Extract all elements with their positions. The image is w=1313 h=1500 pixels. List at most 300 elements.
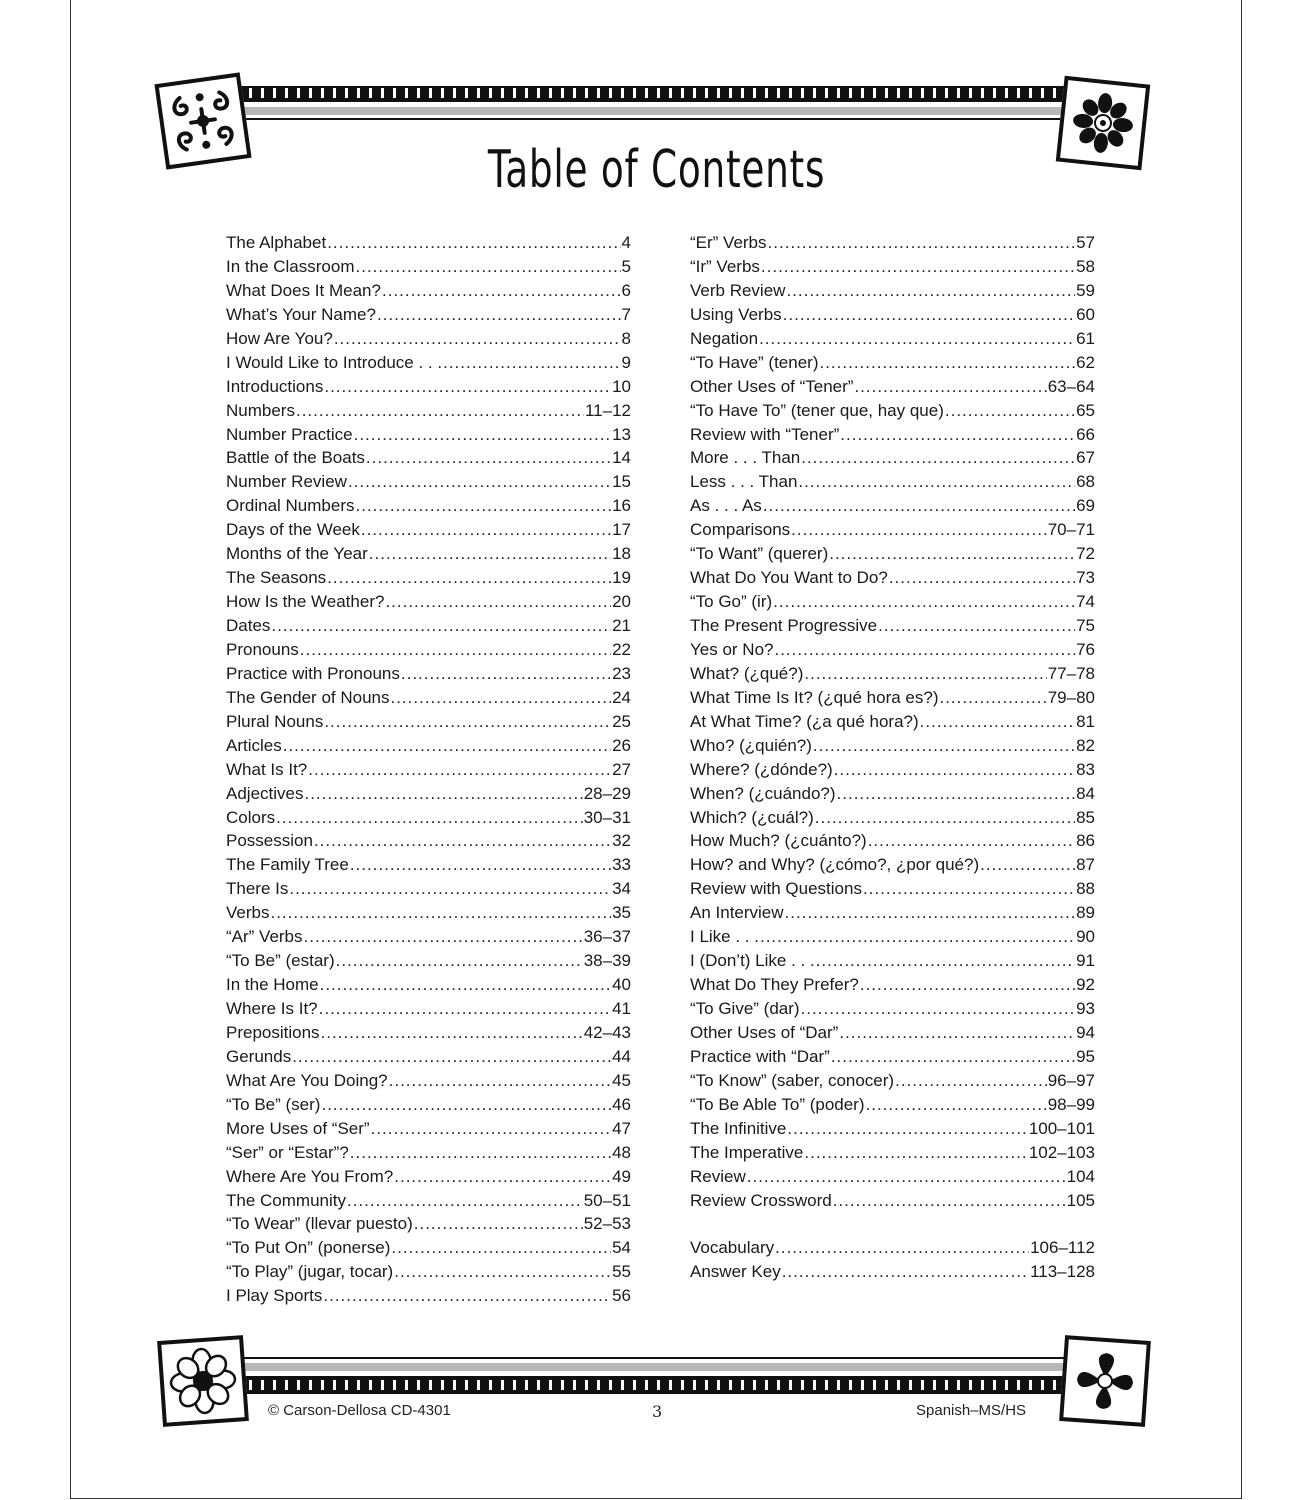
toc-entry-title: Review Crossword — [690, 1190, 832, 1210]
toc-entry — [690, 1021, 1095, 1045]
toc-entry-title: I Would Like to Introduce . . . — [226, 352, 443, 372]
toc-entry-title: Practice with “Dar” — [690, 1046, 830, 1066]
toc-entry-title: Months of the Year — [226, 544, 368, 564]
toc-entry-page: 26 — [612, 735, 631, 755]
toc-entry — [690, 279, 1095, 303]
toc-entry-title: The Imperative — [690, 1142, 804, 1162]
toc-entry-title: I (Don’t) Like . . . — [690, 951, 815, 971]
toc-entry-page: 63–64 — [1047, 376, 1095, 396]
toc-entry-page: 42–43 — [583, 1022, 631, 1042]
dot-leader — [945, 399, 1075, 423]
toc-entry — [226, 1021, 631, 1045]
dot-leader — [773, 590, 1075, 614]
toc-entry-title: What Are You Doing? — [226, 1070, 388, 1090]
flower-outline-icon — [157, 1335, 249, 1427]
toc-entry-page: 65 — [1076, 400, 1095, 420]
toc-entry-title: More Uses of “Ser” — [226, 1118, 370, 1138]
toc-entry-page: 93 — [1076, 999, 1095, 1018]
toc-entry-page: 106–112 — [1030, 1238, 1095, 1258]
toc-entry-page: 57 — [1076, 233, 1095, 252]
toc-entry-page: 77–78 — [1047, 663, 1095, 683]
toc-entry — [226, 686, 631, 710]
dot-leader — [414, 1212, 583, 1236]
dot-leader — [920, 710, 1075, 734]
toc-entry-page: 50–51 — [583, 1190, 631, 1210]
toc-entry-title: Using Verbs — [690, 304, 782, 324]
dot-leader — [283, 734, 611, 758]
toc-entry-title: There Is — [226, 879, 289, 899]
toc-entry-page: 11–12 — [584, 400, 631, 420]
toc-entry-title: Battle of the Boats — [226, 448, 365, 468]
petal-cross-icon — [1059, 1335, 1151, 1427]
toc-entry-page: 89 — [1076, 903, 1095, 923]
toc-entry — [690, 423, 1095, 447]
toc-entry-title: Vocabulary — [690, 1238, 775, 1258]
dot-leader — [801, 997, 1076, 1021]
toc-entry — [690, 375, 1095, 399]
toc-entry-page: 90 — [1076, 927, 1095, 947]
toc-entry-page: 16 — [612, 496, 631, 516]
dot-leader — [895, 1069, 1047, 1093]
toc-entry-page: 49 — [612, 1166, 631, 1186]
dot-leader — [354, 423, 611, 447]
toc-entry — [690, 542, 1095, 566]
dot-leader — [831, 1045, 1075, 1069]
toc-entry-page: 70–71 — [1047, 520, 1095, 540]
toc-entry — [690, 494, 1095, 518]
toc-entry — [226, 1045, 631, 1069]
dot-leader — [371, 1117, 611, 1141]
toc-entry-page: 102–103 — [1028, 1142, 1095, 1162]
toc-entry — [226, 1284, 631, 1308]
toc-entry-title: Yes or No? — [690, 639, 774, 659]
dot-leader — [348, 470, 611, 494]
toc-entry-title: Where Is It? — [226, 999, 318, 1018]
toc-entry-title: I Like . . . — [690, 927, 759, 947]
dot-leader — [334, 327, 621, 351]
toc-entry-title: “Ser” or “Estar”? — [226, 1142, 349, 1162]
toc-entry-title: What Does It Mean? — [226, 280, 381, 300]
toc-entry-title: Review — [690, 1166, 746, 1186]
dot-leader — [837, 782, 1076, 806]
toc-entry — [226, 949, 631, 973]
dot-leader — [271, 614, 611, 638]
toc-entry-page: 38–39 — [583, 951, 631, 971]
toc-entry-title: Other Uses of “Dar” — [690, 1022, 839, 1042]
toc-entry — [226, 710, 631, 734]
dot-leader — [390, 686, 611, 710]
toc-entry-page: 35 — [612, 903, 631, 923]
dot-leader — [382, 279, 621, 303]
toc-entry-title: Verbs — [226, 903, 270, 923]
toc-entry — [690, 638, 1095, 662]
toc-entry-page: 105 — [1066, 1190, 1095, 1210]
toc-entry-page: 75 — [1076, 616, 1095, 635]
toc-entry-title: “To Have” (tener) — [690, 352, 819, 372]
toc-entry — [690, 853, 1095, 877]
dot-leader — [389, 1069, 611, 1093]
toc-entry-title: “To Put On” (ponerse) — [226, 1238, 391, 1258]
dot-leader — [356, 255, 621, 279]
toc-entry-page: 59 — [1076, 280, 1095, 300]
toc-entry-title: Possession — [226, 831, 313, 851]
toc-entry — [226, 925, 631, 949]
dot-leader — [980, 853, 1075, 877]
dot-leader — [443, 351, 620, 375]
toc-entry-title: How? and Why? (¿cómo?, ¿por qué?) — [690, 855, 980, 875]
dot-leader — [783, 303, 1075, 327]
toc-entry-page: 100–101 — [1028, 1118, 1095, 1138]
dot-leader — [350, 1141, 611, 1165]
toc-entry-title: The Alphabet — [226, 233, 327, 252]
dot-leader — [401, 662, 611, 686]
toc-entry-page: 58 — [1076, 256, 1095, 276]
toc-entry — [226, 1141, 631, 1165]
toc-entry-title: How Much? (¿cuánto?) — [690, 831, 867, 851]
toc-entry-title: “Er” Verbs — [690, 233, 767, 252]
dot-leader — [270, 901, 611, 925]
toc-entry-title: Number Review — [226, 472, 347, 492]
toc-entry-page: 56 — [612, 1286, 631, 1306]
toc-entry-title: Review with Questions — [690, 879, 862, 899]
dot-leader — [804, 662, 1046, 686]
toc-entry — [690, 734, 1095, 758]
toc-entry-page: 88 — [1076, 879, 1095, 899]
toc-entry-page: 92 — [1076, 975, 1095, 995]
toc-entry-title: What’s Your Name? — [226, 304, 376, 324]
toc-entry-title: As . . . As — [690, 496, 762, 516]
toc-entry — [226, 470, 631, 494]
toc-entry — [690, 351, 1095, 375]
toc-entry-page: 68 — [1076, 472, 1095, 492]
toc-entry-title: Colors — [226, 807, 276, 827]
dot-leader — [759, 327, 1075, 351]
dot-leader — [327, 566, 611, 590]
toc-entry — [690, 901, 1095, 925]
toc-entry-title: “To Give” (dar) — [690, 999, 800, 1018]
dot-leader — [761, 255, 1075, 279]
dot-leader — [787, 1117, 1027, 1141]
toc-entry-page: 46 — [612, 1094, 631, 1114]
dot-leader — [350, 853, 611, 877]
dot-leader — [321, 1021, 583, 1045]
dot-leader — [385, 590, 611, 614]
dot-leader — [813, 734, 1075, 758]
toc-entry-page: 27 — [612, 759, 631, 779]
toc-entry — [690, 1117, 1095, 1141]
dot-leader — [801, 446, 1075, 470]
toc-entry-page: 24 — [612, 687, 631, 707]
toc-entry — [690, 470, 1095, 494]
toc-entry — [690, 686, 1095, 710]
toc-entry-title: The Community — [226, 1190, 346, 1210]
toc-entry-page: 85 — [1076, 807, 1095, 827]
toc-entry — [226, 303, 631, 327]
toc-entry-page: 82 — [1076, 735, 1095, 755]
footer-page-number: 3 — [652, 1402, 663, 1421]
toc-entry-page: 73 — [1076, 568, 1095, 588]
toc-entry-title: When? (¿cuándo?) — [690, 783, 836, 803]
toc-entry — [690, 997, 1095, 1021]
toc-entry-page: 18 — [612, 544, 631, 564]
toc-entry-page: 8 — [621, 328, 631, 348]
toc-entry-page: 62 — [1076, 352, 1095, 372]
toc-entry-page: 25 — [612, 711, 631, 731]
toc-entry — [226, 231, 631, 255]
toc-entry — [226, 1212, 631, 1236]
toc-entry — [226, 901, 631, 925]
toc-entry-page: 98–99 — [1047, 1094, 1095, 1114]
toc-entry-page: 66 — [1076, 424, 1095, 444]
dot-leader — [747, 1165, 1066, 1189]
toc-entry-page: 19 — [612, 568, 631, 588]
dot-leader — [834, 758, 1075, 782]
dot-leader — [804, 1141, 1027, 1165]
toc-entry — [226, 734, 631, 758]
toc-entry-title: The Gender of Nouns — [226, 687, 390, 707]
toc-entry-title: Which? (¿cuál?) — [690, 807, 814, 827]
toc-entry — [690, 446, 1095, 470]
toc-entry-page: 33 — [612, 855, 631, 875]
toc-entry — [226, 255, 631, 279]
toc-entry — [690, 829, 1095, 853]
toc-entry-page: 20 — [612, 592, 631, 612]
toc-left-column — [226, 231, 631, 1308]
toc-entry — [226, 877, 631, 901]
dot-leader — [868, 829, 1075, 853]
toc-entry-page: 36–37 — [583, 927, 631, 947]
toc-entry-title: The Seasons — [226, 568, 327, 588]
dot-leader — [361, 518, 611, 542]
toc-entry-title: What Is It? — [226, 759, 308, 779]
toc-entry-title: What Do You Want to Do? — [690, 568, 888, 588]
dot-leader — [860, 973, 1075, 997]
dot-leader — [829, 542, 1075, 566]
toc-entry-title: “To Want” (querer) — [690, 544, 829, 564]
toc-entry-title: How Are You? — [226, 328, 333, 348]
toc-entry — [690, 973, 1095, 997]
toc-entry-title: Who? (¿quién?) — [690, 735, 812, 755]
toc-entry — [226, 997, 631, 1021]
toc-entry — [690, 566, 1095, 590]
toc-entry-title: Negation — [690, 328, 759, 348]
toc-entry-title: What Do They Prefer? — [690, 975, 859, 995]
toc-entry-page: 67 — [1076, 448, 1095, 468]
toc-entry-page: 94 — [1076, 1022, 1095, 1042]
toc-entry-title: What Time Is It? (¿qué hora es?) — [690, 687, 939, 707]
toc-entry — [690, 1093, 1095, 1117]
dot-leader — [774, 638, 1075, 662]
dot-leader — [866, 1093, 1047, 1117]
toc-entry — [226, 279, 631, 303]
dot-leader — [878, 614, 1075, 638]
dot-leader — [791, 518, 1047, 542]
toc-entry-page: 4 — [621, 233, 631, 252]
dot-leader — [391, 1236, 611, 1260]
toc-entry — [226, 662, 631, 686]
toc-entry — [690, 614, 1095, 638]
toc-entry-page: 32 — [612, 831, 631, 851]
dot-leader — [292, 1045, 611, 1069]
toc-entry — [690, 877, 1095, 901]
toc-entry — [226, 782, 631, 806]
toc-entry-title: Adjectives — [226, 783, 304, 803]
toc-entry-page: 95 — [1076, 1046, 1095, 1066]
dot-leader — [394, 1165, 611, 1189]
toc-entry-page: 54 — [612, 1238, 631, 1258]
toc-entry-title: Gerunds — [226, 1046, 292, 1066]
toc-entry-page: 6 — [621, 280, 631, 300]
toc-entry-title: Introductions — [226, 376, 324, 396]
toc-entry-title: Verb Review — [690, 280, 786, 300]
toc-entry-title: “Ar” Verbs — [226, 927, 303, 947]
dot-leader — [308, 758, 611, 782]
toc-entry-title: Days of the Week — [226, 520, 360, 540]
toc-entry-page: 72 — [1076, 544, 1095, 564]
dot-leader — [300, 638, 611, 662]
toc-entry-title: Number Practice — [226, 424, 353, 444]
dot-leader — [276, 806, 583, 830]
dot-leader — [366, 446, 611, 470]
toc-entry-title: Articles — [226, 735, 282, 755]
toc-entry-page: 104 — [1066, 1166, 1095, 1186]
toc-entry — [690, 1189, 1095, 1213]
toc-entry-title: Review with “Tener” — [690, 424, 840, 444]
toc-entry-title: Ordinal Numbers — [226, 496, 355, 516]
dot-leader — [786, 279, 1075, 303]
toc-entry-page: 13 — [612, 424, 631, 444]
toc-entry-page: 69 — [1076, 496, 1095, 516]
toc-entry-page: 23 — [612, 663, 631, 683]
toc-entry — [226, 758, 631, 782]
toc-entry-page: 5 — [621, 256, 631, 276]
dot-leader — [394, 1260, 611, 1284]
toc-entry-page: 44 — [612, 1046, 631, 1066]
toc-entry — [226, 1069, 631, 1093]
toc-entry-page: 41 — [612, 999, 631, 1018]
toc-entry-page: 17 — [612, 520, 631, 540]
dot-leader — [327, 231, 620, 255]
dot-leader — [889, 566, 1075, 590]
toc-entry-title: The Present Progressive — [690, 616, 878, 635]
toc-entry-page: 34 — [612, 879, 631, 899]
toc-entry — [226, 590, 631, 614]
toc-entry — [690, 925, 1095, 949]
dot-leader — [854, 375, 1046, 399]
dot-leader — [356, 494, 612, 518]
toc-entry-title: I Play Sports — [226, 1286, 323, 1306]
toc-entry-title: Where? (¿dónde?) — [690, 759, 833, 779]
dot-leader — [819, 351, 1075, 375]
dot-leader — [289, 877, 611, 901]
toc-entry-page: 84 — [1076, 783, 1095, 803]
toc-entry-page: 79–80 — [1047, 687, 1095, 707]
dot-leader — [939, 686, 1046, 710]
toc-right-column — [690, 231, 1095, 1284]
toc-entry — [226, 327, 631, 351]
toc-entry-page: 74 — [1076, 592, 1095, 612]
dot-leader — [833, 1189, 1066, 1213]
toc-entry-page: 48 — [612, 1142, 631, 1162]
toc-entry-page: 10 — [612, 376, 631, 396]
toc-entry-title: Pronouns — [226, 639, 299, 659]
toc-entry — [690, 303, 1095, 327]
toc-entry-title: An Interview — [690, 903, 784, 923]
toc-entry — [226, 638, 631, 662]
toc-entry-title: In the Classroom — [226, 256, 355, 276]
footer-copyright: © Carson-Dellosa CD-4301 — [268, 1402, 451, 1419]
toc-entry — [690, 1165, 1095, 1189]
footer-series: Spanish–MS/HS — [916, 1402, 1027, 1419]
toc-entry — [690, 518, 1095, 542]
toc-entry — [690, 327, 1095, 351]
toc-entry-page: 7 — [621, 304, 631, 324]
toc-entry — [690, 1069, 1095, 1093]
toc-entry-title: At What Time? (¿a qué hora?) — [690, 711, 919, 731]
toc-entry-title: “To Go” (ir) — [690, 592, 773, 612]
toc-entry-page: 45 — [612, 1070, 631, 1090]
toc-entry-title: “To Be” (ser) — [226, 1094, 321, 1114]
dot-leader — [816, 949, 1075, 973]
toc-entry-page: 86 — [1076, 831, 1095, 851]
toc-entry-title: In the Home — [226, 975, 319, 995]
toc-entry — [226, 614, 631, 638]
dot-leader — [369, 542, 611, 566]
toc-entry — [226, 518, 631, 542]
toc-entry-title: “To Know” (saber, conocer) — [690, 1070, 895, 1090]
dot-leader — [760, 925, 1075, 949]
dot-leader — [304, 925, 583, 949]
toc-entry-title: “To Be” (estar) — [226, 951, 335, 971]
dot-leader — [324, 710, 611, 734]
toc-entry-page: 113–128 — [1030, 1262, 1095, 1282]
toc-entry — [690, 949, 1095, 973]
dot-leader — [347, 1189, 583, 1213]
toc-entry — [226, 494, 631, 518]
toc-entry-title: Numbers — [226, 400, 295, 420]
toc-entry-page: 22 — [612, 639, 631, 659]
toc-entry-title: Practice with Pronouns — [226, 663, 400, 683]
dot-leader — [815, 806, 1075, 830]
toc-entry — [226, 399, 631, 423]
bottom-border-band — [240, 1357, 1076, 1399]
toc-entry — [690, 1236, 1095, 1260]
toc-entry-page: 83 — [1076, 759, 1095, 779]
dot-leader — [782, 1260, 1029, 1284]
toc-entry — [690, 590, 1095, 614]
toc-entry — [226, 542, 631, 566]
toc-entry — [226, 973, 631, 997]
toc-entry — [690, 710, 1095, 734]
toc-entry — [226, 1093, 631, 1117]
toc-entry — [690, 662, 1095, 686]
toc-entry — [226, 423, 631, 447]
top-border-band — [240, 86, 1076, 128]
toc-entry-page: 87 — [1076, 855, 1095, 875]
toc-entry — [226, 1260, 631, 1284]
toc-entry-page: 61 — [1076, 328, 1095, 348]
dot-leader — [336, 949, 583, 973]
toc-entry — [690, 782, 1095, 806]
toc-entry-title: More . . . Than — [690, 448, 801, 468]
toc-entry — [226, 1236, 631, 1260]
dot-leader — [323, 1284, 611, 1308]
toc-entry-page: 91 — [1076, 951, 1095, 971]
toc-entry — [690, 1260, 1095, 1284]
toc-entry-page: 9 — [621, 352, 631, 372]
toc-entry-title: “To Wear” (llevar puesto) — [226, 1214, 413, 1234]
toc-entry-page: 30–31 — [583, 807, 631, 827]
